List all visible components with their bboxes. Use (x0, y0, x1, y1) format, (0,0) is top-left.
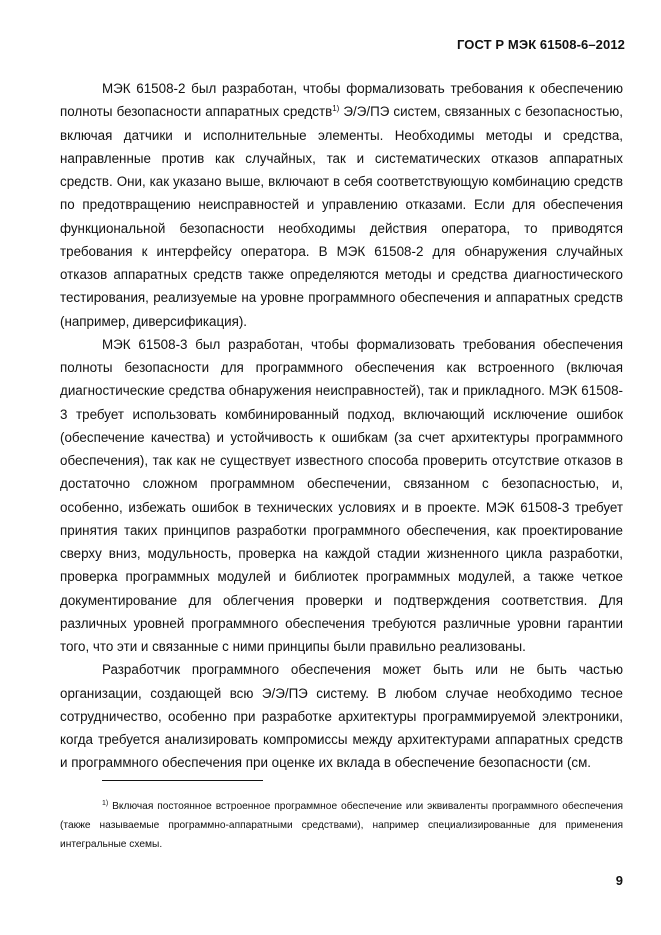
paragraph-1-part-a: МЭК 61508-2 был разработан, чтобы формализовать требования к обеспечению полноты безопасности аппаратных средств (60, 81, 623, 120)
paragraph-1 (60, 77, 623, 333)
body-text (60, 77, 623, 775)
footnote (60, 797, 623, 855)
page-number: 9 (615, 873, 623, 888)
page-header-standard-code: ГОСТ Р МЭК 61508-6–2012 (457, 37, 625, 52)
footnote-separator (102, 780, 263, 781)
footnote-marker: 1) (102, 800, 109, 807)
footnote-reference: 1) (332, 104, 340, 114)
paragraph-2: МЭК 61508-3 был разработан, чтобы формализовать требования обеспечения полноты безопасности для программного обеспечения как встроенного (включая диагностические средства обнаружения неисправностей), так и прикладного. МЭК 61508-3 требует использовать комбинированный подход, включающий исключение ошибок (обеспечение качества) и устойчивость к ошибкам (за счет архитектуры программного обеспечения), так как не существует известного способа проверить отсутствие отказов в достаточно сложном программном обеспечении, связанном с безопасностью, и, особенно, избежать ошибок в технических условиях и в проекте. МЭК 61508-3 требует принятия таких принципов разработки программного обеспечения, как проектирование сверху вниз, модульность, проверка на каждой стадии жизненного цикла разработки, проверка программных модулей и библиотек программных модулей, а также четкое документирование для облегчения проверки и подтверждения соответствия. Для различных уровней программного обеспечения требуются различные уровни гарантии того, что эти и связанные с ними принципы были правильно реализованы. (60, 336, 623, 654)
paragraph-1-part-b: Э/Э/ПЭ систем, связанных с безопасностью, включая датчики и исполнительные элементы. Необходимы методы и средства, направленные против как случайных, так и систематических отказов аппаратных средств. Они, как указано выше, включают в себя соответствующую комбинацию средств по предотвращению неисправностей и управлению отказами. Если для обеспечения функциональной безопасности необходимы действия оператора, то приводятся требования к интерфейсу оператора. В МЭК 61508-2 для обнаружения случайных отказов аппаратных средств также определяются методы и средства диагностического тестирования, реализуемые на уровне программного обеспечения и аппаратных средств (например, диверсификация). (60, 104, 624, 329)
footnote-text: Включая постоянное встроенное программное обеспечение или эквиваленты программного обеспечения (также называемые программно-аппаратными средствами), например специализированные для применения интегральные схемы. (60, 801, 623, 851)
paragraph-3: Разработчик программного обеспечения может быть или не быть частью организации, создающей всю Э/Э/ПЭ систему. В любом случае необходимо тесное сотрудничество, особенно при разработке архитектуры программируемой электроники, когда требуется анализировать компромиссы между архитектурами аппаратных средств и программного обеспечения при оценке их вклада в обеспечение безопасности (см. (60, 662, 623, 771)
